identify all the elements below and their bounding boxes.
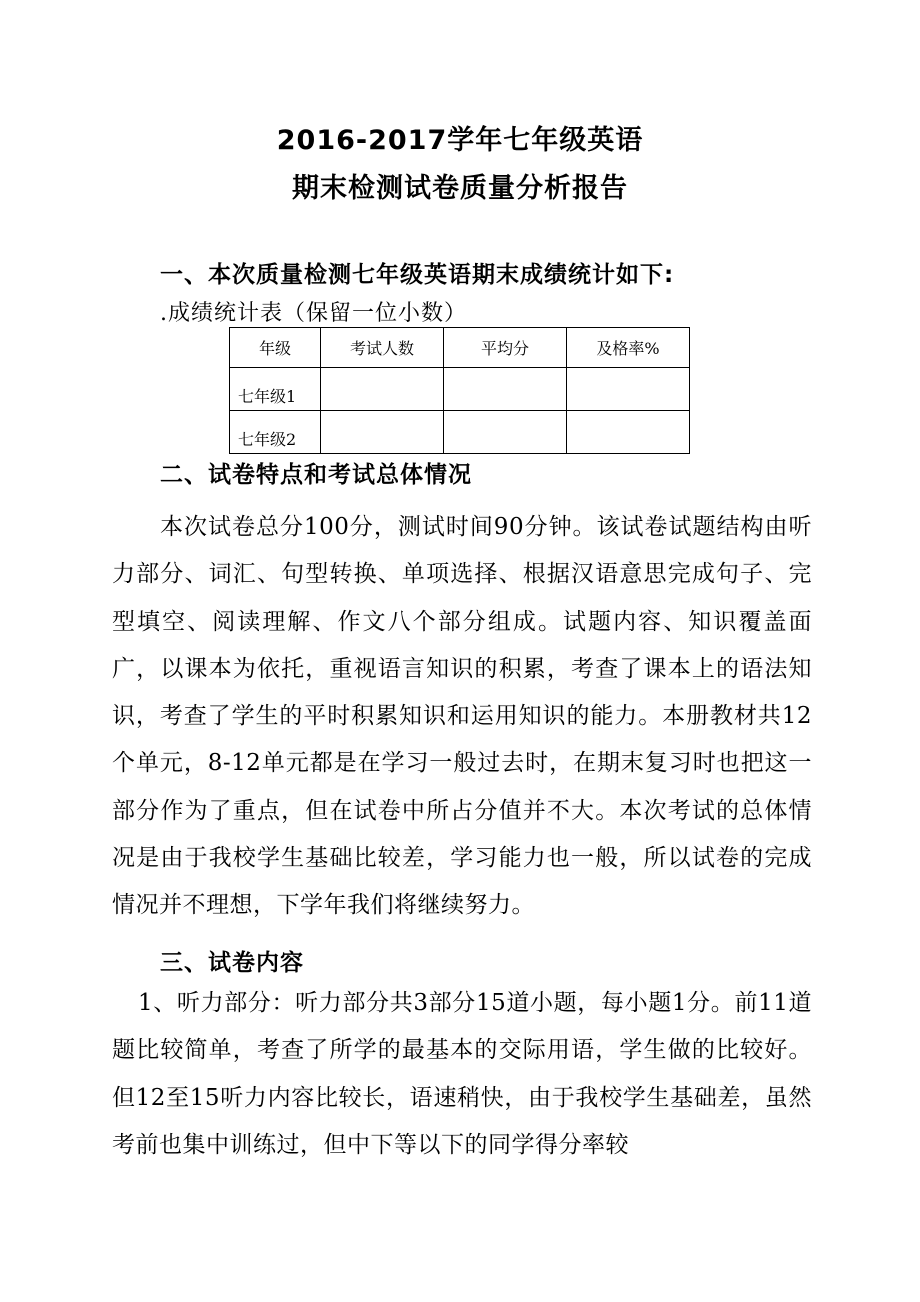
table-cell xyxy=(567,411,690,454)
score-statistics-table xyxy=(229,327,690,454)
section3-heading: 三、试卷内容 xyxy=(160,950,304,976)
table-row xyxy=(230,411,690,454)
table-cell xyxy=(444,368,567,411)
row-label: 七年级2 xyxy=(230,411,321,454)
section3-paragraph: 1、听力部分：听力部分共3部分15道小题，每小题1分。前11道题比较简单，考查了所学的最基本的交际用语，学生做的比较好。但12至15听力内容比较长，语速稍快，由于我校学生基础差，虽然考前也集中训练过，但中下等以下的同学得分率较 xyxy=(112,990,812,1158)
section2-paragraph: 本次试卷总分100分，测试时间90分钟。该试卷试题结构由听力部分、词汇、句型转换、单项选择、根据汉语意思完成句子、完型填空、阅读理解、作文八个部分组成。试题内容、知识覆盖面广，以课本为依托，重视语言知识的积累，考查了课本上的语法知识，考查了学生的平时积累知识和运用知识的能力。本册教材共12个单元，8-12单元都是在学习一般过去时，在期末复习时也把这一部分作为了重点，但在试卷中所占分值并不大。本次考试的总体情况是由于我校学生基础比较差，学习能力也一般，所以试卷的完成情况并不理想，下学年我们将继续努力。 xyxy=(112,514,812,919)
header-grade: 年级 xyxy=(230,328,321,368)
header-exam-count: 考试人数 xyxy=(321,328,444,368)
section2-heading: 二、试卷特点和考试总体情况 xyxy=(160,462,472,488)
table-header-row xyxy=(230,328,690,368)
document-title-line1: 2016-2017学年七年级英语 xyxy=(276,125,644,156)
table-cell xyxy=(321,368,444,411)
section1-heading: 一、本次质量检测七年级英语期末成绩统计如下: xyxy=(160,262,675,288)
table-cell xyxy=(444,411,567,454)
table-row xyxy=(230,368,690,411)
header-pass-rate: 及格率% xyxy=(567,328,690,368)
document-title-line2: 期末检测试卷质量分析报告 xyxy=(292,173,628,204)
header-average: 平均分 xyxy=(444,328,567,368)
table-cell xyxy=(321,411,444,454)
table-caption: .成绩统计表（保留一位小数） xyxy=(160,301,467,326)
table-cell xyxy=(567,368,690,411)
row-label: 七年级1 xyxy=(230,368,321,411)
